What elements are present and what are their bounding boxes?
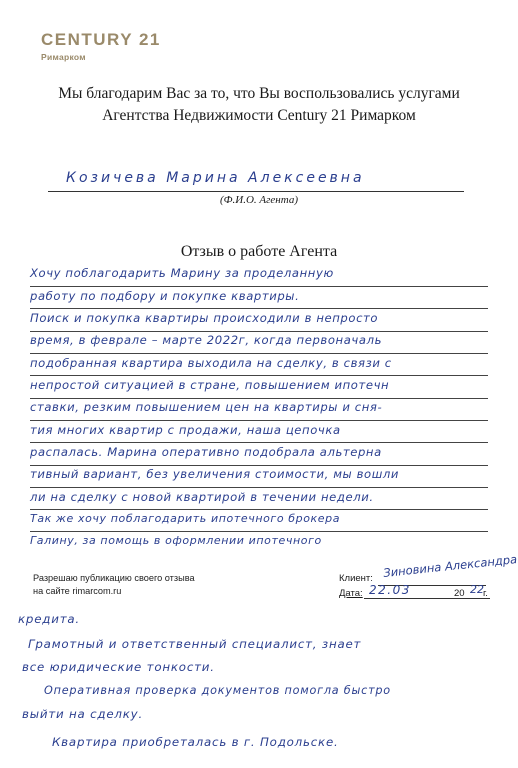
continuation-line: выйти на сделку. — [22, 707, 144, 721]
agent-name-line — [48, 191, 464, 192]
review-line: тия многих квартир с продажи, наша цепочка — [30, 423, 341, 437]
review-line: ли на сделку с новой квартирой в течении недели. — [30, 490, 374, 504]
agent-name-caption: (Ф.И.О. Агента) — [220, 194, 298, 206]
review-title: Отзыв о работе Агента — [180, 243, 338, 260]
review-line: подобранная квартира выходила на сделку, в связи с — [30, 356, 392, 370]
date-label: Дата: — [339, 588, 363, 599]
review-line: ставки, резким повышением цен на квартиры и сня- — [30, 400, 383, 414]
continuation-line: Квартира приобреталась в г. Подольске. — [52, 735, 339, 749]
review-line: Галину, за помощь в оформлении ипотечного — [30, 534, 322, 547]
agent-name-handwritten: Козичева Марина Алексеевна — [66, 170, 365, 186]
ruled-line — [30, 509, 488, 510]
review-line: Поиск и покупка квартиры происходили в непросто — [30, 311, 379, 325]
logo-subtitle: Римарком — [41, 52, 86, 62]
review-line: непростой ситуацией в стране, повышением ипотечн — [30, 378, 390, 392]
publication-permission — [33, 572, 195, 598]
ruled-line — [30, 398, 488, 399]
review-line: Так же хочу поблагодарить ипотечного брокера — [30, 512, 341, 525]
continuation-line: Оперативная проверка документов помогла быстро — [44, 684, 391, 697]
date-year-value: 22 — [470, 583, 484, 596]
client-signature: Зиновина Александра — [382, 552, 518, 580]
continuation-line: Грамотный и ответственный специалист, знает — [28, 637, 362, 651]
client-label: Клиент: — [339, 573, 373, 584]
ruled-line — [30, 353, 488, 354]
review-line: тивный вариант, без увеличения стоимости, мы вошли — [30, 467, 400, 481]
ruled-line — [30, 442, 488, 443]
ruled-line — [30, 465, 488, 466]
company-logo — [41, 30, 161, 62]
review-line: работу по подбору и покупке квартиры. — [30, 289, 300, 303]
date-value: 22.03 — [369, 583, 411, 597]
date-year-suffix: г. — [483, 588, 488, 599]
continuation-line: все юридические тонкости. — [22, 660, 215, 674]
ruled-line — [30, 308, 488, 309]
permission-line-2: на сайте rimarcom.ru — [33, 586, 122, 596]
thanks-heading — [0, 83, 518, 127]
continuation-line: кредита. — [18, 612, 80, 626]
review-line: время, в феврале – марте 2022г, когда первоначаль — [30, 333, 383, 347]
date-year-prefix: 20 — [454, 588, 465, 599]
logo-brand: CENTURY 21 — [41, 30, 161, 49]
review-line: распалась. Марина оперативно подобрала альтерна — [30, 445, 382, 459]
date-line — [364, 598, 490, 599]
ruled-line — [30, 487, 488, 488]
ruled-line — [30, 331, 488, 332]
thanks-line-1: Мы благодарим Вас за то, что Вы воспользовались услугами — [58, 85, 460, 102]
ruled-line — [30, 375, 488, 376]
ruled-line — [30, 286, 488, 287]
thanks-line-2: Агентства Недвижимости Century 21 Римарком — [102, 107, 416, 124]
review-line: Хочу поблагодарить Марину за проделанную — [30, 266, 334, 280]
ruled-line — [30, 531, 488, 532]
permission-line-1: Разрешаю публикацию своего отзыва — [33, 573, 195, 583]
ruled-line — [30, 420, 488, 421]
